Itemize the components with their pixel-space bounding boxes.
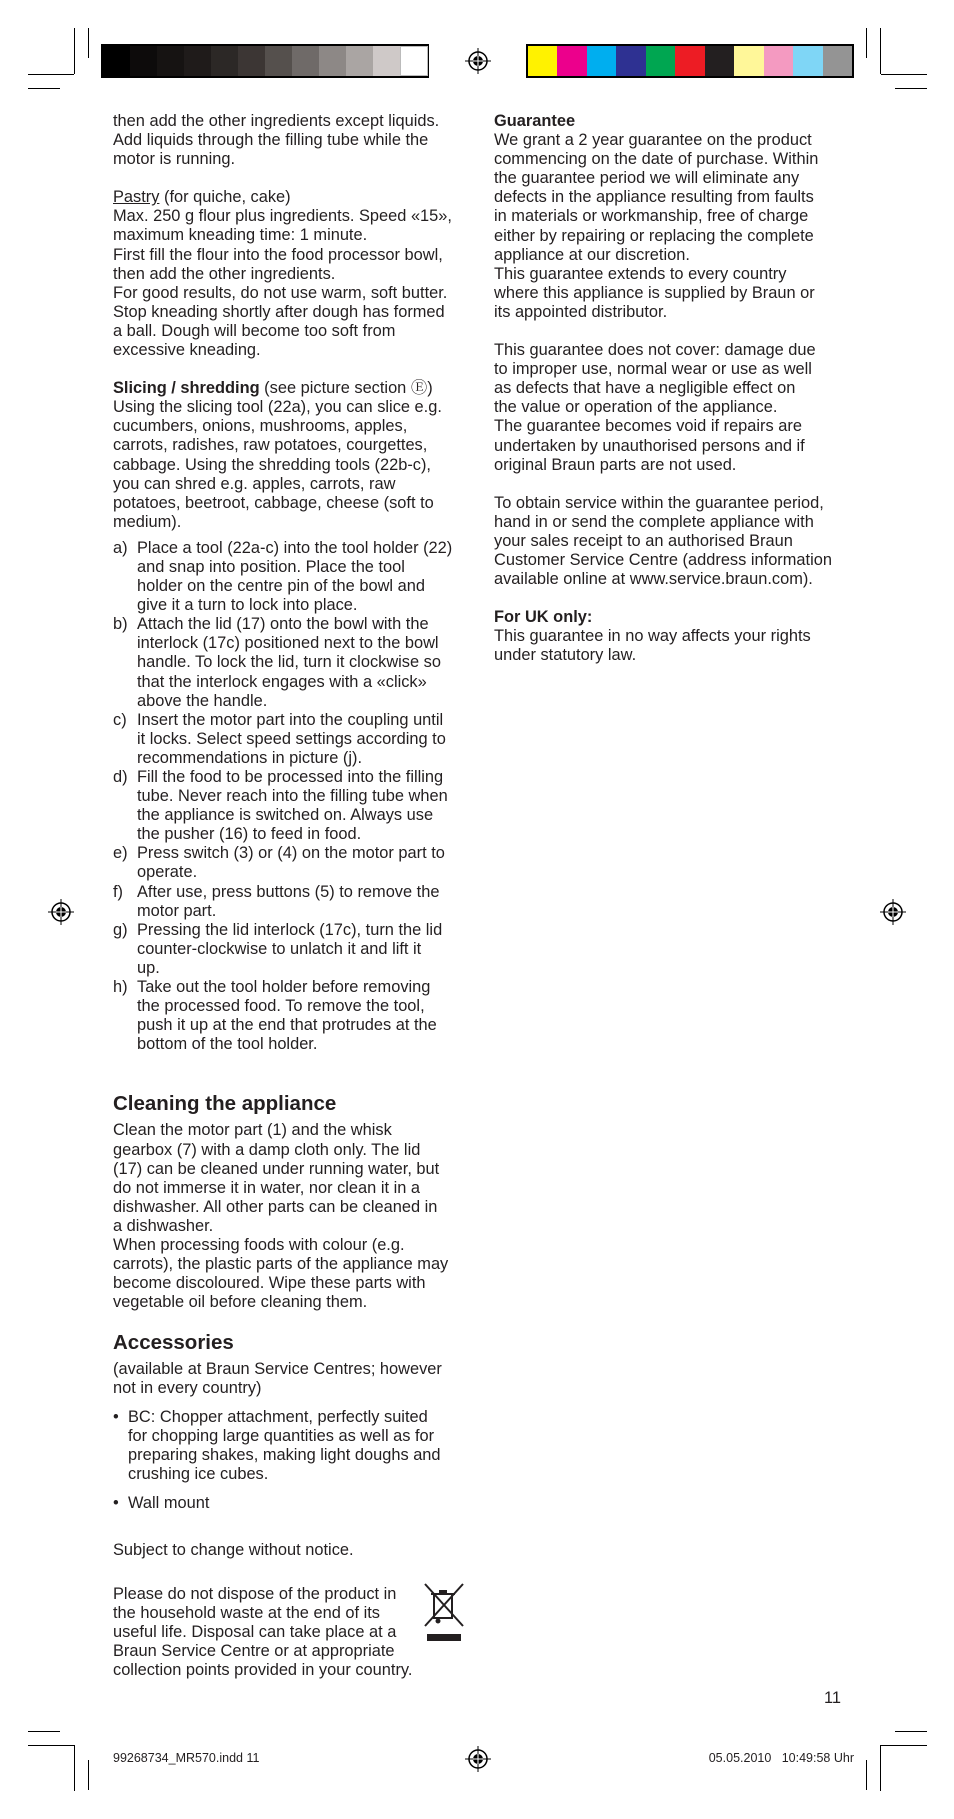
calibration-swatch bbox=[292, 46, 320, 76]
slicing-steps-list bbox=[113, 539, 475, 1055]
list-item bbox=[113, 539, 475, 615]
slicing-body: Using the slicing tool (22a), you can slice e.g. cucumbers, onions, mushrooms, apples, carrots, radishes, raw potatoes, courgettes, cabbage. Using the shredding tools (22b-c), you can shred e.g. apples, carrots, raw potatoes, beetroot, cabbage, cheese (soft to medium). bbox=[113, 398, 442, 531]
crop-mark bbox=[88, 28, 89, 58]
guarantee-paragraph-1: We grant a 2 year guarantee on the product commencing on the date of purchase. Within the guarantee period we will eliminate any defects in the appliance resulting from faults in materials or workmanship, free of charge either by repairing or replacing the complete appliance at our discretion. This guarantee extends to every country where this appliance is supplied by Braun or its appointed distributor. bbox=[494, 131, 819, 321]
crop-mark bbox=[880, 28, 881, 74]
footer-file-name: 99268734_MR570.indd 11 bbox=[113, 1751, 260, 1765]
calibration-swatch bbox=[184, 46, 212, 76]
list-item bbox=[113, 921, 475, 978]
step-text: Pressing the lid interlock (17c), turn the lid counter-clockwise to unlatch it and lift it up. bbox=[137, 920, 443, 977]
crop-mark bbox=[28, 1731, 60, 1732]
disposal-block bbox=[113, 1585, 475, 1680]
crop-mark bbox=[74, 28, 75, 74]
registration-target-icon bbox=[465, 48, 491, 74]
crop-mark bbox=[74, 1745, 75, 1791]
calibration-swatch bbox=[764, 46, 794, 76]
calibration-swatch bbox=[373, 46, 401, 76]
color-calibration-bar bbox=[526, 44, 854, 78]
left-column bbox=[113, 112, 475, 1681]
footer-timestamp: 05.05.2010 10:49:58 Uhr bbox=[708, 1751, 854, 1765]
calibration-swatch bbox=[130, 46, 158, 76]
step-marker: a) bbox=[113, 538, 128, 557]
calibration-swatch bbox=[616, 46, 646, 76]
step-marker: e) bbox=[113, 844, 128, 863]
calibration-swatch bbox=[400, 46, 428, 76]
calibration-swatch bbox=[823, 46, 853, 76]
step-text: Insert the motor part into the coupling until it locks. Select speed settings according to recommendations in picture (j). bbox=[137, 710, 446, 767]
calibration-swatch bbox=[675, 46, 705, 76]
step-marker: f) bbox=[113, 882, 124, 901]
step-marker: g) bbox=[113, 920, 128, 939]
crop-mark bbox=[866, 28, 867, 58]
calibration-swatch bbox=[587, 46, 617, 76]
pastry-section bbox=[113, 188, 475, 207]
page-number: 11 bbox=[824, 1689, 842, 1707]
guarantee-paragraph-2: This guarantee does not cover: damage due to improper use, normal wear or use as well as defects that have a negligible effect on the value or operation of the appliance. The guarantee becomes void if repairs are undertaken by unauthorised persons and if original Braun parts are not used. bbox=[494, 341, 816, 474]
crop-mark bbox=[28, 1745, 74, 1746]
registration-target-icon bbox=[48, 899, 74, 925]
uk-body: This guarantee in no way affects your rights under statutory law. bbox=[494, 627, 811, 665]
pastry-body: Max. 250 g flour plus ingredients. Speed «15», maximum kneading time: 1 minute. First fill the flour into the food processor bowl, then add the other ingredients. For good results, do not use warm, soft butter. Stop kneading shortly after dough has formed a ball. Dough will become too soft from excessive kneading. bbox=[113, 207, 452, 360]
bullet-marker: • bbox=[113, 1493, 119, 1512]
crop-mark bbox=[881, 1745, 927, 1746]
step-text: Take out the tool holder before removing the processed food. To remove the tool, push it up at the end that protrudes at the bottom of the tool holder. bbox=[137, 978, 437, 1054]
calibration-swatch bbox=[103, 46, 131, 76]
calibration-swatch bbox=[265, 46, 293, 76]
list-item bbox=[113, 768, 475, 844]
list-item bbox=[113, 883, 475, 921]
crop-mark bbox=[881, 74, 927, 75]
step-text: After use, press buttons (5) to remove the motor part. bbox=[137, 882, 440, 920]
cleaning-body: Clean the motor part (1) and the whisk gearbox (7) with a damp cloth only. The lid (17) can be cleaned under running water, but do not immerse it in water, nor clean it in a dishwasher. All other parts can be cleaned in a dishwasher. When processing foods with colour (e.g. carrots), the plastic parts of the appliance may become discoloured. Wipe these parts with vegetable oil before cleaning them. bbox=[113, 1121, 449, 1312]
pastry-heading-note: (for quiche, cake) bbox=[159, 188, 291, 207]
list-item bbox=[113, 844, 475, 882]
cleaning-heading: Cleaning the appliance bbox=[113, 1092, 337, 1116]
pastry-heading: Pastry bbox=[113, 188, 160, 207]
step-text: Attach the lid (17) onto the bowl with the interlock (17c) positioned next to the bowl handle. To lock the lid, turn it clockwise so that the interlock engages with a «click» above the handle. bbox=[137, 615, 441, 710]
crop-mark bbox=[88, 1760, 89, 1790]
calibration-swatch bbox=[705, 46, 735, 76]
registration-target-icon bbox=[465, 1746, 491, 1772]
guarantee-heading: Guarantee bbox=[494, 112, 576, 130]
disposal-text: Please do not dispose of the product in the household waste at the end of its useful life. Disposal can take place at a Braun Service Centre or at appropriate collection points provided in your country. bbox=[113, 1585, 413, 1680]
accessories-list bbox=[113, 1408, 475, 1513]
step-marker: b) bbox=[113, 615, 128, 634]
accessory-text: BC: Chopper attachment, perfectly suited for chopping large quantities as well as for preparing shakes, making light doughs and crushing ice cubes. bbox=[128, 1407, 441, 1483]
guarantee-paragraph-3: To obtain service within the guarantee period, hand in or send the complete appliance with your sales receipt to an authorised Braun Customer Service Centre (address information available online at www.service.braun.com). bbox=[494, 493, 832, 589]
slicing-heading-note: (see picture section Ⓔ) bbox=[259, 379, 433, 398]
accessories-heading: Accessories bbox=[113, 1331, 234, 1355]
list-item bbox=[113, 1494, 475, 1513]
calibration-swatch bbox=[646, 46, 676, 76]
step-text: Press switch (3) or (4) on the motor part to operate. bbox=[137, 844, 445, 882]
calibration-swatch bbox=[238, 46, 266, 76]
calibration-swatch bbox=[319, 46, 347, 76]
step-marker: h) bbox=[113, 978, 128, 997]
crop-mark bbox=[28, 88, 60, 89]
accessories-note: (available at Braun Service Centres; however not in every country) bbox=[113, 1360, 442, 1398]
grayscale-calibration-bar bbox=[101, 44, 429, 78]
list-item bbox=[113, 615, 475, 710]
calibration-swatch bbox=[557, 46, 587, 76]
accessory-text: Wall mount bbox=[128, 1493, 210, 1512]
crop-mark bbox=[866, 1760, 867, 1790]
bullet-marker: • bbox=[113, 1407, 119, 1426]
step-marker: d) bbox=[113, 768, 128, 786]
step-text: Place a tool (22a-c) into the tool holder (22) and snap into position. Place the tool holder on the centre pin of the bowl and give it a turn to lock into place. bbox=[137, 538, 453, 615]
right-column bbox=[494, 112, 854, 665]
step-marker: c) bbox=[113, 710, 127, 729]
calibration-swatch bbox=[793, 46, 823, 76]
calibration-swatch bbox=[734, 46, 764, 76]
list-item bbox=[113, 1408, 475, 1484]
calibration-swatch bbox=[157, 46, 185, 76]
slicing-section bbox=[113, 379, 475, 398]
calibration-swatch bbox=[528, 46, 558, 76]
crossed-out-wheelie-bin-icon bbox=[423, 1582, 465, 1644]
change-notice: Subject to change without notice. bbox=[113, 1541, 354, 1559]
slicing-heading: Slicing / shredding bbox=[113, 379, 260, 398]
uk-heading: For UK only: bbox=[494, 608, 593, 627]
step-text: Fill the food to be processed into the filling tube. Never reach into the filling tube when the appliance is switched on. Always use the pusher (16) to feed in food. bbox=[137, 768, 448, 844]
calibration-swatch bbox=[346, 46, 374, 76]
list-item bbox=[113, 978, 475, 1054]
crop-mark bbox=[880, 1745, 881, 1791]
crop-mark bbox=[895, 88, 927, 89]
intro-paragraph: then add the other ingredients except liquids. Add liquids through the filling tube while the motor is running. bbox=[113, 112, 440, 169]
crop-mark bbox=[28, 74, 74, 75]
calibration-swatch bbox=[211, 46, 239, 76]
registration-target-icon bbox=[880, 899, 906, 925]
crop-mark bbox=[895, 1731, 927, 1732]
list-item bbox=[113, 711, 475, 768]
